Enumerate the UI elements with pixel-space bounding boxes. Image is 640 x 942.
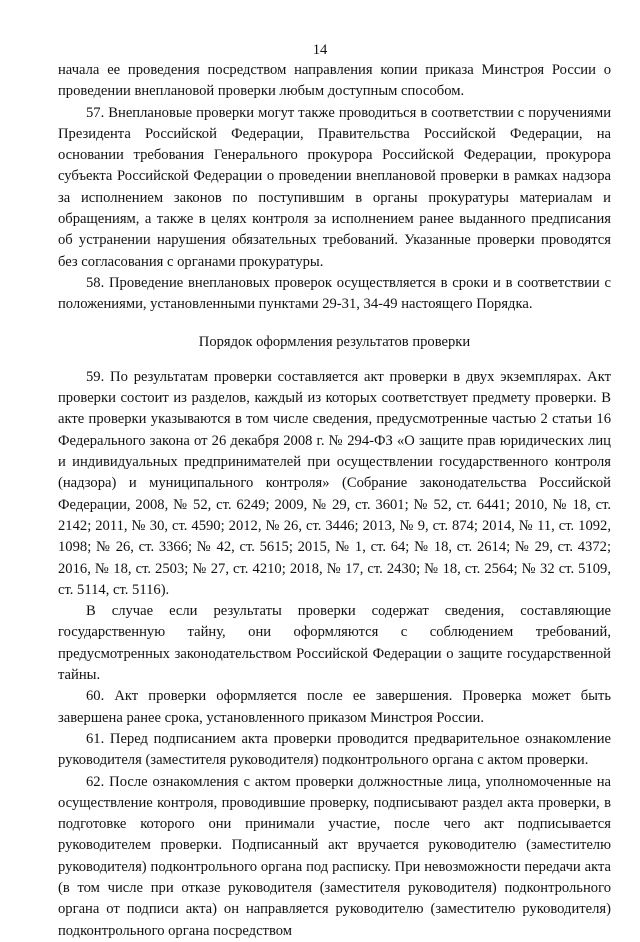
paragraph: 62. После ознакомления с актом проверки должностные лица, уполномоченные на осуществление контроля, проводившие проверку, подписывают раздел акта проверки, в подготовке которого они принимали участие, после чего акт подписывается руководителем проверки. Подписанный акт вручается руководителю (заместителю руководителя) подконтрольного органа под расписку. При невозможности передачи акта (в том числе при отказе руководителя (заместителя руководителя) подконтрольного органа от подписи акта) он направляется руководителю (заместителю руководителя) подконтрольного органа посредством [58,773,611,939]
paragraph: 58. Проведение внеплановых проверок осуществляется в сроки и в соответствии с положениями, установленными пунктами 29-31, 34-49 настоящего Порядка. [58,274,611,313]
paragraphs-bottom [58,367,611,942]
page-number: 14 [312,42,328,58]
paragraph: начала ее проведения посредством направления копии приказа Минстроя России о проведении внеплановой проверки любым доступным способом. [58,62,611,100]
document-body [58,60,611,942]
paragraph: 59. По результатам проверки составляется акт проверки в двух экземплярах. Акт проверки состоит из разделов, каждый из которых соответствует предмету проверки. В акте проверки указываются в том числе сведения, предусмотренные частью 2 статьи 16 Федерального закона от 26 декабря 2008 г. № 294-ФЗ «О защите прав юридических лиц и индивидуальных предпринимателей при осуществлении государственного контроля (надзора) и муниципального контроля» (Собрание законодательства Российской Федерации, 2008, № 52, ст. 6249; 2009, № 29, ст. 3601; № 52, ст. 6441; 2010, № 18, ст. 2142; 2011, № 30, ст. 4590; 2012, № 26, ст. 3446; 2013, № 9, ст. 874; 2014, № 11, ст. 1092, 1098; № 26, ст. 3366; № 42, ст. 5615; 2015, № 1, ст. 64; № 18, ст. 2614; № 29, ст. 4372; 2016, № 18, ст. 2503; № 27, ст. 4210; 2018, № 17, ст. 2430; № 18, ст. 2564; № 32 ст. 5109, ст. 5114, ст. 5116). [58,368,611,598]
paragraph: 61. Перед подписанием акта проверки проводится предварительное ознакомление руководителя (заместителя руководителя) подконтрольного органа с актом проверки. [58,730,611,769]
paragraph: 60. Акт проверки оформляется после ее завершения. Проверка может быть завершена ранее срока, установленного приказом Минстроя России. [58,688,611,726]
section-heading: Порядок оформления результатов проверки [198,333,471,350]
paragraphs-top [58,60,611,316]
paragraph: В случае если результаты проверки содержат сведения, составляющие государственную тайну, они оформляются с соблюдением требований, предусмотренных законодательством Российской Федерации о защите государственной тайны. [58,603,611,684]
paragraph: 57. Внеплановые проверки могут также проводиться в соответствии с поручениями Президента Российской Федерации, Правительства Российской Федерации, на основании требования Генерального прокурора Российской Федерации, прокурора субъекта Российской Федерации о проведении внеплановой проверки в рамках надзора за исполнением законов по поступившим в органы прокуратуры материалам и обращениям, а также в целях контроля за исполнением ранее выданного предписания об устранении нарушения обязательных требований. Указанные проверки проводятся без согласования с органами прокуратуры. [58,104,611,270]
